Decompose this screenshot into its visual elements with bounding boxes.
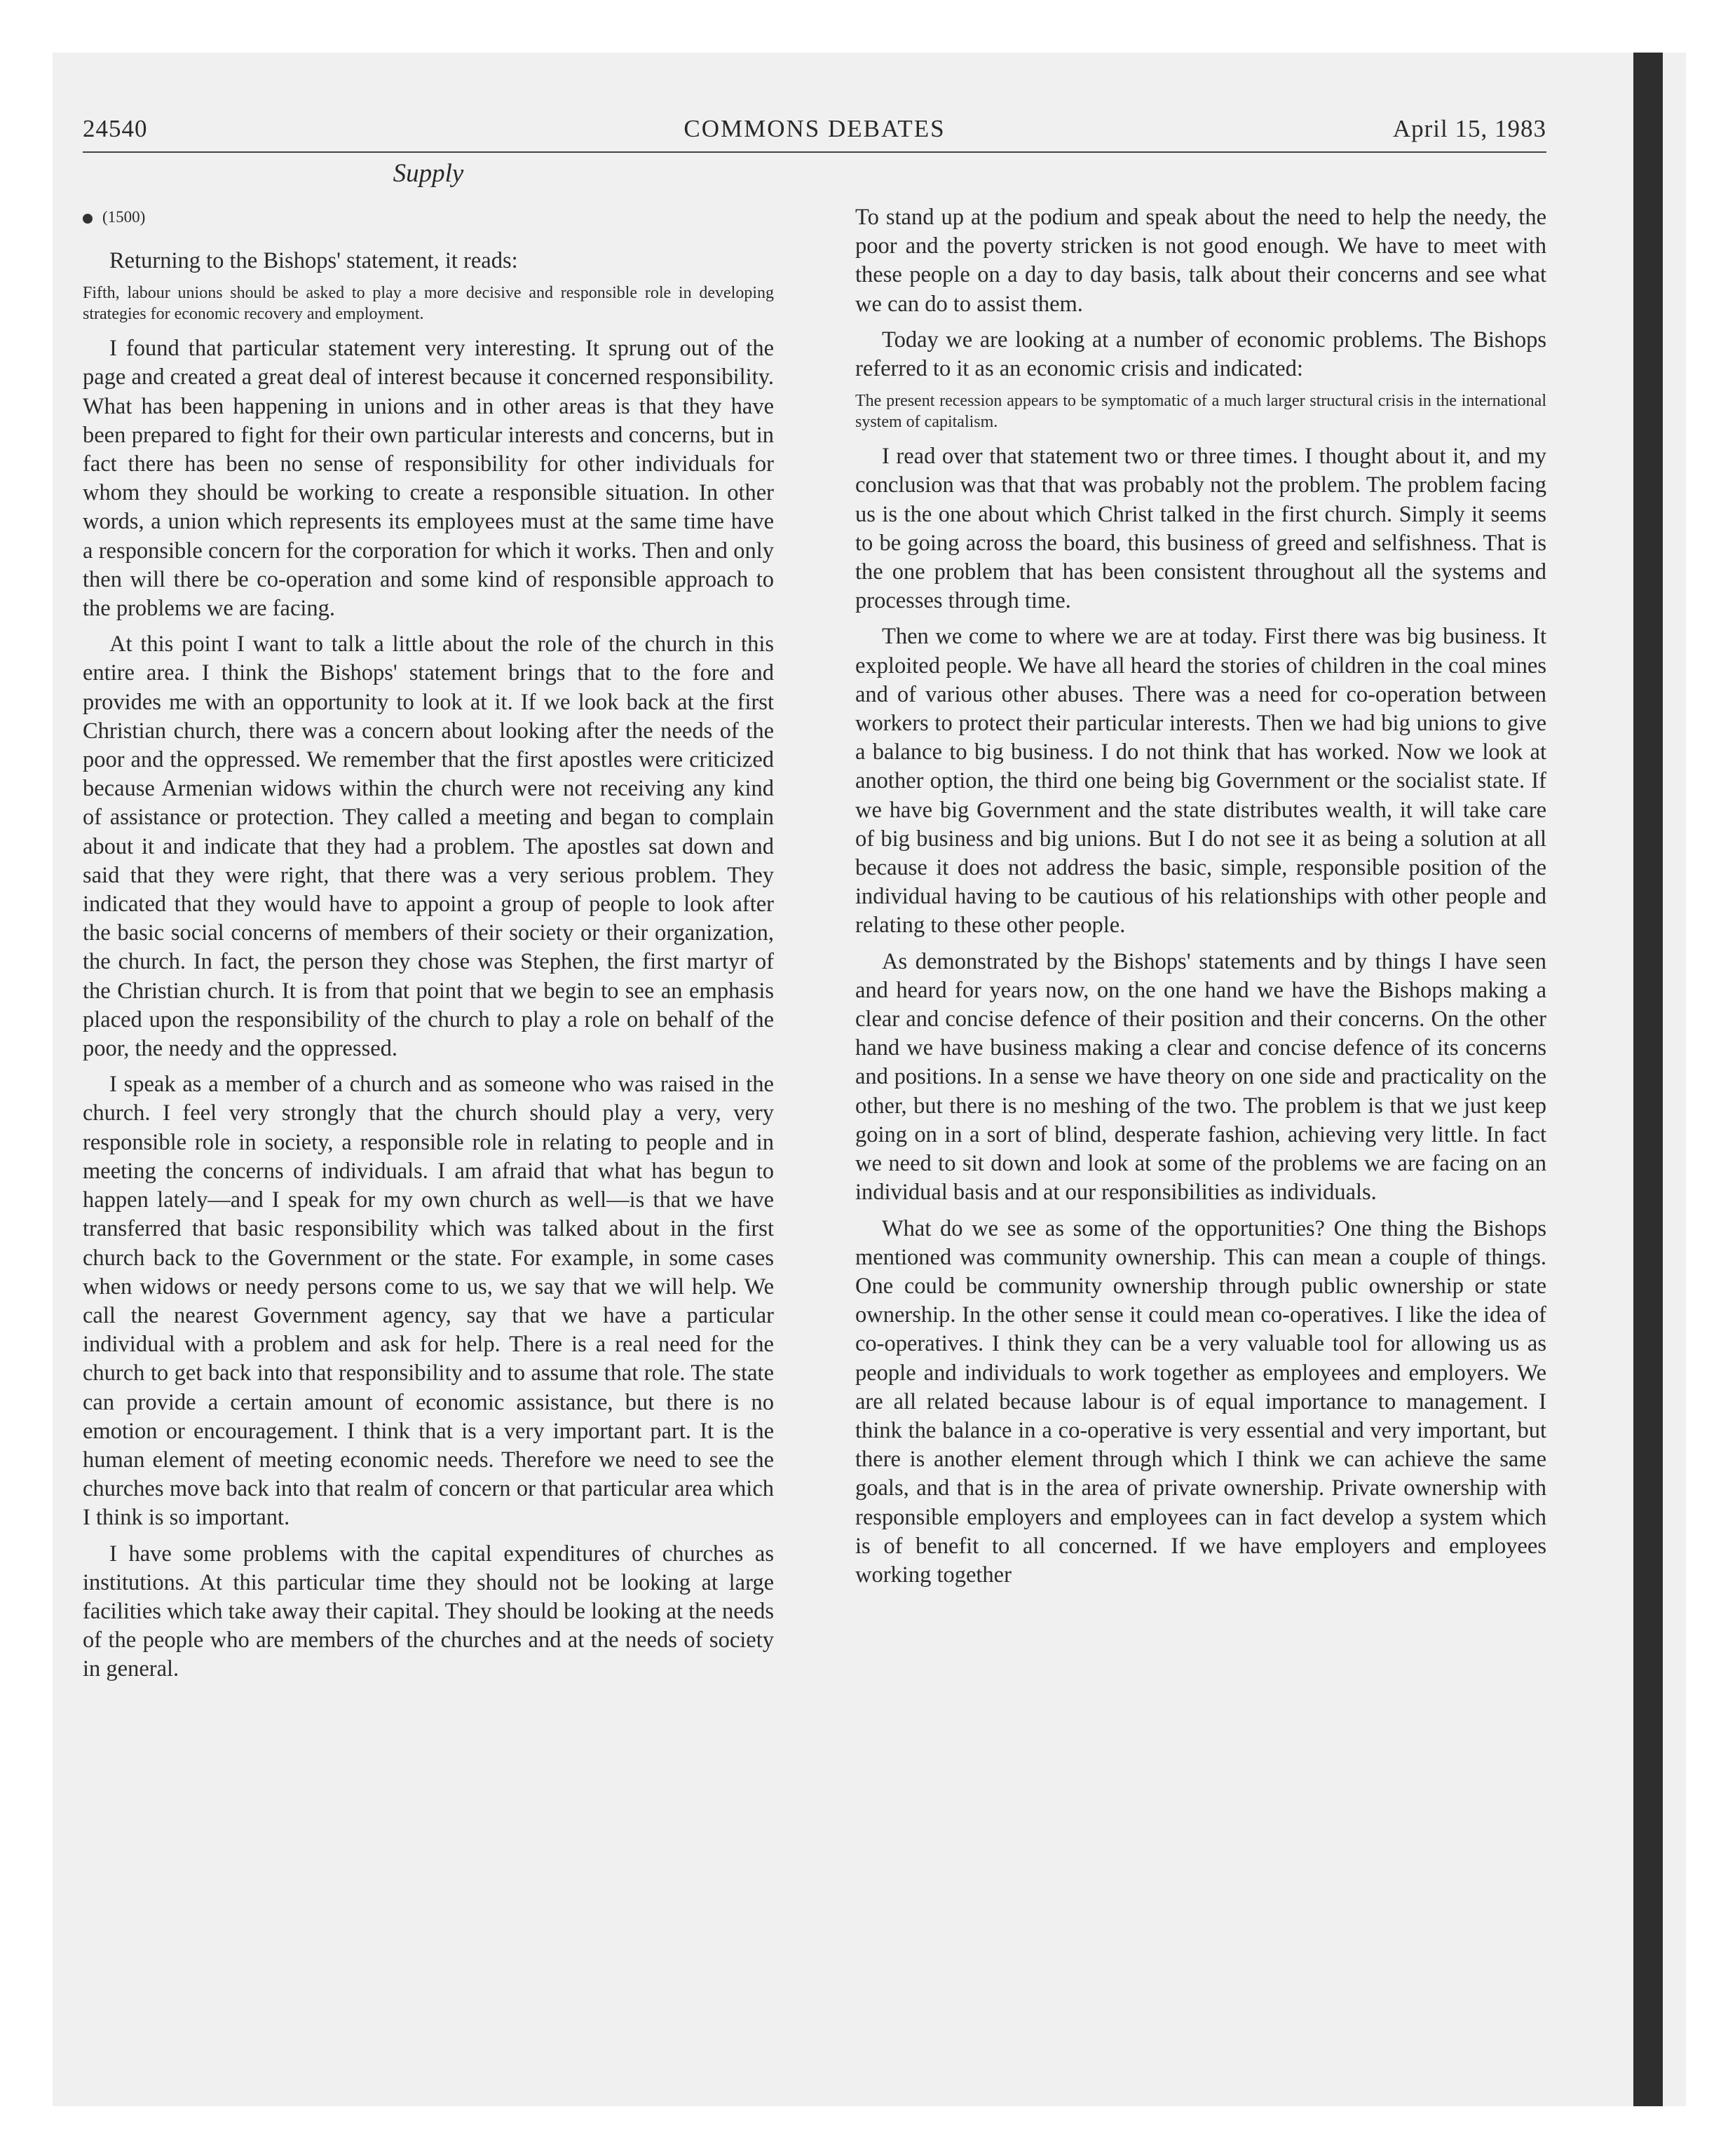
paragraph: Returning to the Bishops' statement, it reads: [109, 248, 518, 273]
page-number: 24540 [83, 115, 148, 142]
right-column [855, 203, 1546, 1597]
bullet-icon [83, 214, 93, 224]
page-edge-shadow [1633, 53, 1663, 2106]
paragraph: Then we come to where we are at today. First there was big business. It exploited people. We have all heard the stories of children in the coal mines and of various other abuses. There was a need for co-operation between workers to protect their particular interests. Then we had big unions to give a balance to big business. I do not think that has worked. Now we look at another option, the third one being big Government or the socialist state. If we have big Government and the state distributes wealth, it will take care of big business and big unions. But I do not see it as being a solution at all because it does not address the basic, simple, responsible position of the individual having to be cautious of his relationships with other people and relating to these other people. [855, 624, 1546, 939]
quotation: Fifth, labour unions should be asked to play a more decisive and responsible role in developing strategies for economic recovery and employment. [83, 284, 774, 324]
quotation: The present recession appears to be symptomatic of a much larger structural crisis in the international system of capitalism. [855, 392, 1546, 432]
publication-title: COMMONS DEBATES [683, 115, 946, 142]
paragraph-continued: To stand up at the podium and speak about the need to help the needy, the poor and the poverty stricken is not good enough. We have to meet with these people on a day to day basis, talk about their concerns and see what we can do to assist them. [855, 205, 1546, 317]
paragraph: I speak as a member of a church and as someone who was raised in the church. I feel very strongly that the church should play a very, very responsible role in society, a responsible role in relating to people and in meeting the concerns of individuals. I am afraid that what has begun to happen lately—and I speak for my own church as well—is that we have transferred that basic responsibility which was talked about in the first church back to the Government or the state. For example, in some cases when widows or needy persons come to us, we say that we will help. We call the nearest Government agency, say that we have a particular individual with a problem and ask for help. There is a real need for the church to get back into that responsibility and to assume that role. The state can provide a certain amount of economic assistance, but there is no emotion or encouragement. I think that is a very important part. It is the human element of meeting economic needs. Therefore we need to see the churches move back into that realm of concern or that particular area which I think is so important. [83, 1072, 774, 1531]
paragraph: I read over that statement two or three times. I thought about it, and my conclusion was that that was probably not the problem. The problem facing us is the one about which Christ talked in the first church. Simply it seems to be going across the board, this business of greed and selfishness. That is the one problem that has been consistent throughout all the systems and processes through time. [855, 444, 1546, 614]
left-column [83, 203, 774, 1691]
publication-date: April 15, 1983 [1392, 115, 1546, 142]
time-marker [83, 203, 774, 231]
paragraph: What do we see as some of the opportunities? One thing the Bishops mentioned was community ownership. This can mean a couple of things. One could be community ownership through public ownership or state ownership. In the other sense it could mean co-operatives. I like the idea of co-operatives. I think they can be a very valuable tool for allowing us as people and individuals to work together as employees and employers. We are all related because labour is of equal importance to management. I think the balance in a co-operative is very essential and very important, but there is another element through which I think we can achieve the same goals, and that is in the area of private ownership. Private ownership with responsible employers and employees can in fact develop a system which is of benefit to all concerned. If we have employers and employees working together [855, 1215, 1546, 1588]
section-title: Supply [393, 159, 464, 188]
paragraph: Today we are looking at a number of economic problems. The Bishops referred to it as an economic crisis and indicated: [855, 327, 1546, 382]
paragraph: As demonstrated by the Bishops' statements and by things I have seen and heard for years now, on the one hand we have the Bishops making a clear and concise defence of their position and their concerns. On the other hand we have business making a clear and concise defence of its concerns and positions. In a sense we have theory on one side and practicality on the other, but there is no meshing of the two. The problem is that we just keep going on in a sort of blind, desperate fashion, achieving very little. In fact we need to sit down and look at some of the problems we are facing on an individual basis and at our responsibilities as individuals. [855, 948, 1546, 1206]
paragraph: At this point I want to talk a little about the role of the church in this entire area. I think the Bishops' statement brings that to the fore and provides me with an opportunity to look at it. If we look back at the first Christian church, there was a concern about looking after the needs of the poor and the oppressed. We remember that the first apostles were criticized because Armenian widows within the church were not receiving any kind of assistance or protection. They called a meeting and began to complain about it and indicate that they had a problem. The apostles sat down and said that they were right, that there was a very serious problem. They indicated that they would have to appoint a group of people to look after the basic social concerns of members of their society or their organization, the church. In fact, the person they chose was Stephen, the first martyr of the Christian church. It is from that point that we begin to see an emphasis placed upon the responsibility of the church to play a role on behalf of the poor, the needy and the oppressed. [83, 632, 774, 1062]
time-marker-text: (1500) [102, 208, 146, 226]
paragraph: I found that particular statement very interesting. It sprung out of the page and created a great deal of interest because it concerned responsibility. What has been happening in unions and in other areas is that they have been prepared to fight for their own particular interests and concerns, but in fact there has been no sense of responsibility for other individuals for whom they should be working to create a responsible situation. In other words, a union which represents its employees must at the same time have a responsible concern for the corporation for which it works. Then and only then will there be co-operation and some kind of responsible approach to the problems we are facing. [83, 336, 774, 622]
page-header [83, 112, 1546, 153]
paragraph: I have some problems with the capital expenditures of churches as institutions. At this particular time they should not be looking at large facilities which take away their capital. They should be looking at the needs of the people who are members of the churches and at the needs of society in general. [83, 1541, 774, 1682]
